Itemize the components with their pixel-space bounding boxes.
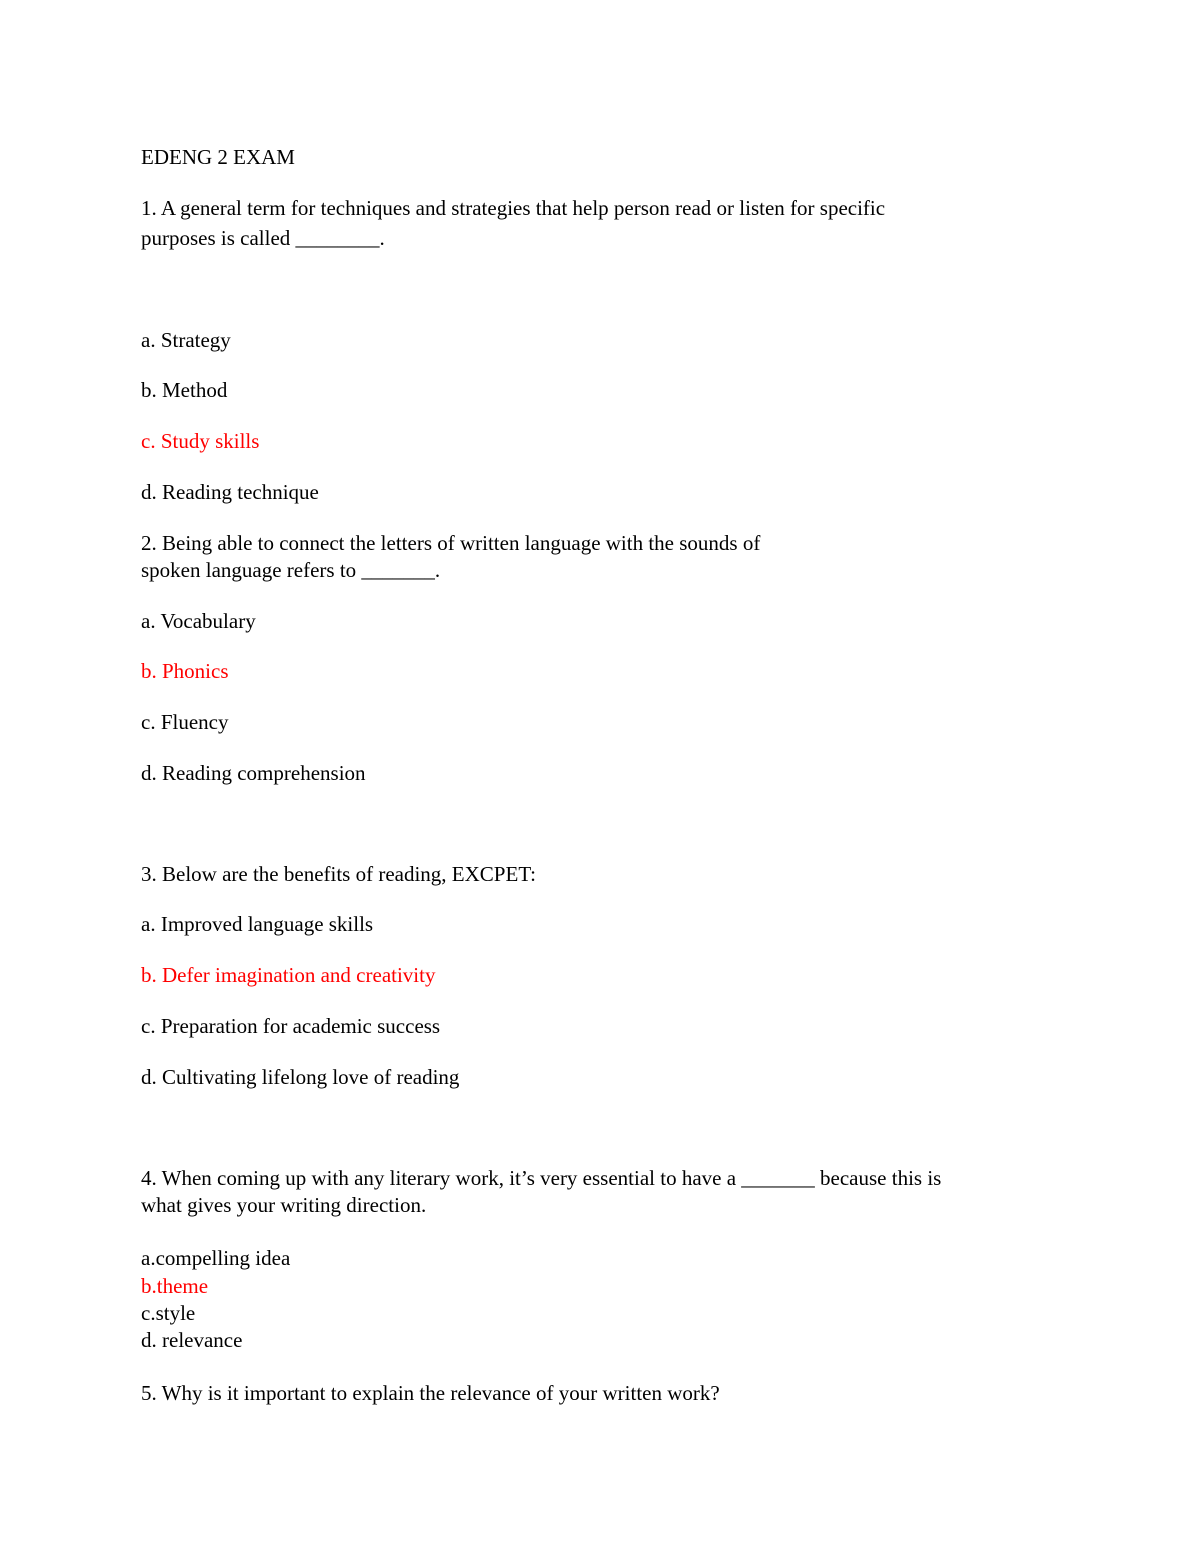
question-4-text-line-1: 4. When coming up with any literary work, it’s very essential to have a _______ because this is	[141, 1166, 942, 1190]
question-1-text-line-1: 1. A general term for techniques and strategies that help person read or listen for specific	[141, 196, 886, 220]
question-3-option-a: a. Improved language skills	[141, 912, 374, 936]
document-title: EDENG 2 EXAM	[141, 145, 295, 169]
question-4-option-a: a.compelling idea	[141, 1246, 291, 1270]
question-2-option-d: d. Reading comprehension	[141, 761, 366, 785]
question-3-text-line-1: 3. Below are the benefits of reading, EXCPET:	[141, 862, 536, 886]
question-3-option-d: d. Cultivating lifelong love of reading	[141, 1065, 460, 1089]
question-1-option-d: d. Reading technique	[141, 480, 319, 504]
question-1-option-b: b. Method	[141, 378, 228, 402]
question-2-text-line-2: spoken language refers to _______.	[141, 558, 441, 582]
question-4-option-b-correct: b.theme	[141, 1274, 209, 1298]
question-2-option-b-correct: b. Phonics	[141, 659, 229, 683]
question-2-text-line-1: 2. Being able to connect the letters of written language with the sounds of	[141, 531, 761, 555]
question-2-option-a: a. Vocabulary	[141, 609, 256, 633]
question-1-option-c-correct: c. Study skills	[141, 429, 260, 453]
question-2-option-c: c. Fluency	[141, 710, 229, 734]
question-1-text-line-2: purposes is called ________.	[141, 226, 385, 250]
question-4-option-c: c.style	[141, 1301, 196, 1325]
question-4-option-d: d. relevance	[141, 1328, 243, 1352]
question-5-text-line-1: 5. Why is it important to explain the relevance of your written work?	[141, 1381, 720, 1405]
question-3-option-b-correct: b. Defer imagination and creativity	[141, 963, 436, 987]
question-4-text-line-2: what gives your writing direction.	[141, 1193, 427, 1217]
question-1-option-a: a. Strategy	[141, 328, 231, 352]
question-3-option-c: c. Preparation for academic success	[141, 1014, 441, 1038]
